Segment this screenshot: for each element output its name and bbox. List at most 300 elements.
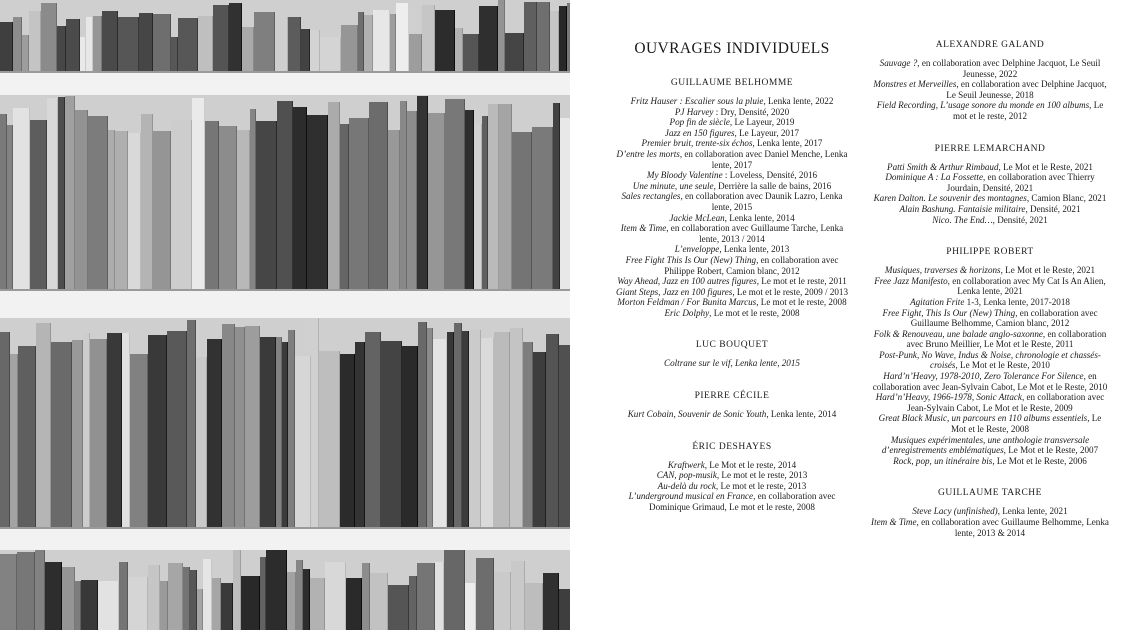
work-item <box>612 308 852 319</box>
book-edge <box>206 357 207 528</box>
author-heading: GUILLAUME TARCHE <box>938 488 1042 499</box>
book-spine <box>18 346 36 528</box>
book-spine <box>245 326 260 528</box>
book-spine <box>319 351 340 528</box>
book-spine <box>148 335 167 528</box>
book-edge <box>309 29 310 72</box>
book-edge <box>234 324 235 528</box>
book-spine <box>310 578 325 630</box>
book-edge <box>236 126 237 290</box>
work-details: , Lenka lente, 2014 <box>724 212 795 223</box>
work-item <box>870 265 1110 276</box>
book-edge <box>302 560 303 630</box>
book-spine <box>160 581 168 630</box>
right-column <box>870 40 1110 560</box>
book-spine <box>128 133 141 290</box>
book-edge <box>462 28 463 72</box>
book-edge <box>339 351 340 528</box>
book-spine <box>346 578 362 630</box>
book-edge <box>306 107 307 290</box>
book-spine <box>365 332 381 528</box>
book-edge <box>310 356 311 528</box>
work-item <box>612 470 852 481</box>
work-details: , Le Mot et le Reste, 2021 <box>998 161 1093 172</box>
book-edge <box>57 98 58 290</box>
book-edge <box>354 354 355 528</box>
book-edge <box>339 102 340 290</box>
book-spine <box>499 104 512 290</box>
book-spine <box>13 108 30 290</box>
book-spine <box>167 331 187 528</box>
book-spine <box>445 99 465 290</box>
book-spine <box>277 101 293 290</box>
book-spine <box>119 562 128 630</box>
book-edge <box>170 131 171 290</box>
book-edge <box>368 118 369 290</box>
book-edge <box>87 110 88 290</box>
work-details: , Lenka lente, 2013 <box>719 244 790 255</box>
book-spine <box>388 585 409 630</box>
book-edge <box>197 18 198 72</box>
book-spine <box>187 320 196 528</box>
work-title: Nico. The End… <box>932 214 993 225</box>
book-spine <box>407 111 417 290</box>
book-spine <box>310 30 320 72</box>
book-edge <box>406 101 407 290</box>
book-edge <box>566 6 567 72</box>
work-details: , Le Mot et le Reste, 2010 <box>955 360 1050 371</box>
work-item <box>612 191 852 212</box>
book-spine <box>435 562 444 630</box>
book-spine <box>0 554 17 630</box>
book-edge <box>421 34 422 72</box>
book-edge <box>12 22 13 72</box>
book-spine <box>465 583 476 630</box>
work-item <box>612 107 852 118</box>
work-item <box>612 276 852 287</box>
book-edge <box>80 581 81 630</box>
book-spine <box>153 131 171 290</box>
author-heading: ALEXANDRE GALAND <box>935 40 1045 50</box>
book-edge <box>364 342 365 528</box>
book-spine <box>75 110 88 290</box>
shelf-board <box>0 528 570 550</box>
book-edge <box>275 337 276 528</box>
book-spine <box>435 10 455 72</box>
book-edge <box>167 581 168 630</box>
book-spine <box>98 581 119 630</box>
book-spine <box>122 333 130 528</box>
book-spine <box>409 34 422 72</box>
bibliography <box>570 0 1140 630</box>
works-list <box>870 162 1110 226</box>
work-item <box>870 517 1110 538</box>
book-edge <box>34 552 35 630</box>
book-edge <box>129 333 130 528</box>
works-list <box>612 358 852 369</box>
work-item <box>870 456 1110 467</box>
book-spine <box>559 589 570 630</box>
work-details: , en collaboration avec Delphine Jacquot, Le Seuil Jeunesse, 2022 <box>917 58 1101 79</box>
book-spine <box>130 354 148 528</box>
book-spine <box>488 104 499 290</box>
book-spine <box>559 6 567 72</box>
book-spine <box>288 17 301 72</box>
book-edge <box>523 33 524 72</box>
author-heading: PIERRE CÉCILE <box>694 391 770 402</box>
work-title: Free Fight, This Is Our (New) Thing <box>882 307 1016 318</box>
book-edge <box>12 125 13 290</box>
book-edge <box>453 332 454 528</box>
work-title: Jackie McLean <box>669 212 725 223</box>
left-column <box>612 0 852 535</box>
work-title: Post-Punk, No Wave, Indus & Noise, chronologie et chassés-croisés <box>879 349 1101 371</box>
book-spine <box>65 96 75 290</box>
book-edge <box>493 338 494 528</box>
work-details: , Le mot et le reste, 2008 <box>709 307 800 318</box>
book-spine <box>474 124 482 290</box>
book-spine <box>340 354 355 528</box>
work-item <box>612 409 852 420</box>
book-spine <box>537 2 550 72</box>
work-details: , en collaboration avec Philippe Robert, Camion blanc, 2012 <box>664 254 839 276</box>
book-spine <box>476 558 494 630</box>
book-edge <box>542 583 543 630</box>
book-edge <box>117 11 118 72</box>
book-spine <box>30 120 47 290</box>
book-edge <box>389 10 390 72</box>
book-spine <box>388 130 400 290</box>
book-spine <box>373 10 390 72</box>
book-spine <box>402 346 418 528</box>
work-title: CAN, pop-musik <box>656 470 717 481</box>
book-spine <box>546 334 559 528</box>
work-title: Au-delà du rock <box>657 480 716 491</box>
book-spine <box>233 550 241 630</box>
book-edge <box>380 332 381 528</box>
book-edge <box>182 563 183 630</box>
book-spine <box>212 578 221 630</box>
work-item <box>612 460 852 471</box>
work-details: 1-3, Lenka lente, 2017-2018 <box>964 296 1070 307</box>
work-details: , en collaboration avec Dominique Grimaud, Le mot et le reste, 2008 <box>649 491 836 513</box>
work-title: Steve Lacy (unfinished) <box>912 506 998 517</box>
book-edge <box>21 17 22 72</box>
book-edge <box>427 96 428 290</box>
book-spine <box>481 338 494 528</box>
book-edge <box>558 11 559 72</box>
work-title: Hard’n’Heavy, 1978-2010, Zero Tolerance For Silence <box>883 371 1084 382</box>
work-details: , en collaboration avec Jean-Sylvain Cabot, Le Mot et le Reste, 2010 <box>872 371 1108 392</box>
book-spine <box>417 96 428 290</box>
work-details: , en collaboration avec Guillaume Tarche, Lenka lente, 2013 / 2014 <box>666 223 844 244</box>
book-edge <box>259 576 260 630</box>
book-edge <box>281 337 282 528</box>
book-edge <box>493 558 494 630</box>
book-edge <box>369 563 370 630</box>
book-spine <box>340 124 349 290</box>
book-spine <box>311 318 319 528</box>
book-edge <box>300 17 301 72</box>
book-spine <box>171 37 178 72</box>
book-spine <box>256 121 277 290</box>
book-edge <box>127 562 128 630</box>
book-edge <box>228 5 229 72</box>
work-item <box>870 392 1110 413</box>
work-title: Item & Time <box>871 517 917 527</box>
book-spine <box>58 97 65 290</box>
work-title: Great Black Music, un parcours en 110 albums essentiels <box>878 413 1088 424</box>
book-spine <box>62 567 75 630</box>
work-details: , en collaboration avec Jean-Sylvain Cabot, Le Mot et le Reste, 2009 <box>907 392 1105 413</box>
work-item <box>870 172 1110 193</box>
book-spine <box>494 572 511 630</box>
work-item <box>870 193 1110 204</box>
work-details: , en collaboration avec Bruno Meillier, Le Mot et le Reste, 2011 <box>906 328 1107 350</box>
book-spine <box>524 2 537 72</box>
shelf-shadow <box>0 527 570 529</box>
works-list <box>612 460 852 513</box>
book-edge <box>147 577 148 630</box>
book-spine <box>553 103 560 290</box>
book-edge <box>511 104 512 290</box>
work-title: Monstres et Merveilles <box>873 79 957 90</box>
right-sections <box>870 40 1110 538</box>
book-spine <box>90 339 107 528</box>
book-spine <box>362 563 370 630</box>
book-edge <box>16 554 17 630</box>
book-spine <box>222 324 235 528</box>
book-spine <box>17 552 35 630</box>
book-edge <box>426 322 427 528</box>
book-spine <box>118 17 139 72</box>
book-edge <box>475 583 476 630</box>
book-edge <box>318 318 319 528</box>
book-edge <box>480 330 481 528</box>
book-edge <box>545 352 546 528</box>
book-edge <box>195 320 196 528</box>
work-item <box>870 204 1110 215</box>
left-sections <box>612 78 852 513</box>
book-spine <box>171 120 192 290</box>
book-edge <box>363 12 364 72</box>
work-details: , en collaboration avec Daunik Lazro, Lenka lente, 2015 <box>680 191 843 212</box>
book-edge <box>118 581 119 630</box>
book-spine <box>341 25 358 72</box>
book-spine <box>550 11 559 72</box>
work-title: Fritz Hauser : Escalier sous la pluie <box>630 96 764 106</box>
work-details: , en collaboration avec Daniel Menche, Lenka lente, 2017 <box>679 148 848 170</box>
book-edge <box>71 342 72 528</box>
work-details: , Lenka lente, 2017 <box>752 138 823 149</box>
book-spine <box>369 102 388 290</box>
book-edge <box>232 583 233 630</box>
work-title: Premier bruit, trente-six échos <box>641 138 753 149</box>
book-edge <box>510 572 511 630</box>
work-title: Jazz en 150 figures <box>664 127 735 138</box>
book-edge <box>46 120 47 290</box>
book-edge <box>287 342 288 528</box>
book-edge <box>101 16 102 72</box>
book-edge <box>361 578 362 630</box>
book-spine <box>148 565 160 630</box>
book-spine <box>93 16 102 72</box>
author-heading: LUC BOUQUET <box>695 340 769 351</box>
book-spine <box>13 17 22 72</box>
book-edge <box>408 585 409 630</box>
book-spine <box>543 573 559 630</box>
work-item <box>612 149 852 170</box>
book-spine <box>287 572 296 630</box>
work-title: Morton Feldman / For Bunita Marcus <box>617 297 757 308</box>
book-edge <box>212 16 213 72</box>
book-edge <box>524 561 525 630</box>
book-edge <box>357 25 358 72</box>
work-details: , en collaboration avec Guillaume Belhomme, Camion blanc, 2012 <box>910 307 1098 329</box>
book-spine <box>320 37 341 72</box>
book-edge <box>552 127 553 290</box>
book-edge <box>536 2 537 72</box>
book-edge <box>166 335 167 528</box>
book-spine <box>168 563 183 630</box>
book-edge <box>249 130 250 290</box>
book-edge <box>17 354 18 528</box>
book-spine <box>10 354 18 528</box>
book-spine <box>498 0 505 72</box>
work-item <box>870 100 1110 121</box>
book-edge <box>340 37 341 72</box>
book-edge <box>40 11 41 72</box>
work-item <box>612 297 852 308</box>
book-spine <box>107 333 122 528</box>
shelf-board <box>0 290 570 318</box>
book-spine <box>469 330 481 528</box>
shelf-board <box>0 72 570 95</box>
book-spine <box>494 332 510 528</box>
author-heading: PIERRE LEMARCHAND <box>934 143 1046 154</box>
book-spine <box>35 550 45 630</box>
book-spine <box>433 339 447 528</box>
works-list <box>870 58 1110 122</box>
book-edge <box>265 557 266 630</box>
book-edge <box>348 124 349 290</box>
book-spine <box>83 333 90 528</box>
book-spine <box>422 5 435 72</box>
work-item <box>870 371 1110 392</box>
book-spine <box>196 357 207 528</box>
book-edge <box>416 576 417 630</box>
work-item <box>870 329 1110 350</box>
book-spine <box>275 17 288 72</box>
page-title: OUVRAGES INDIVIDUELS <box>634 40 830 57</box>
book-edge <box>138 17 139 72</box>
book-edge <box>274 12 275 72</box>
work-item <box>870 308 1110 329</box>
book-spine <box>205 121 219 290</box>
book-edge <box>286 550 287 630</box>
book-edge <box>221 339 222 528</box>
work-title: Giant Steps, Jazz en 100 figures <box>615 286 733 297</box>
work-item <box>612 138 852 149</box>
work-item <box>870 162 1110 173</box>
work-title: Patti Smith & Arthur Rimbaud <box>887 161 999 172</box>
work-title: Rock, pop, un itinéraire bis <box>893 455 993 466</box>
book-spine <box>81 580 98 630</box>
work-title: Kurt Cobain, Souvenir de Sonic Youth <box>627 409 767 420</box>
book-spine <box>45 562 62 630</box>
book-spine <box>303 569 310 630</box>
book-edge <box>417 346 418 528</box>
book-edge <box>152 114 153 290</box>
book-spine <box>479 6 498 72</box>
book-edge <box>509 332 510 528</box>
book-edge <box>444 113 445 290</box>
work-item <box>870 215 1110 226</box>
work-details: , Le mot et le reste, 2008 <box>756 297 847 308</box>
author-heading: GUILLAUME BELHOMME <box>670 78 794 88</box>
book-spine <box>22 35 29 72</box>
works-list <box>612 96 852 318</box>
work-title: Eric Dolphy <box>664 307 710 318</box>
book-spine <box>178 18 198 72</box>
book-edge <box>218 121 219 290</box>
work-details: , Le Mot et le reste, 2014 <box>704 459 797 470</box>
work-details: , Camion Blanc, 2021 <box>1026 193 1107 204</box>
book-spine <box>525 583 543 630</box>
book-edge <box>107 116 108 290</box>
book-spine <box>260 337 276 528</box>
book-edge <box>504 0 505 72</box>
book-edge <box>319 30 320 72</box>
work-details: , Derrière la salle de bains, 2016 <box>713 180 832 191</box>
book-edge <box>387 102 388 290</box>
book-spine <box>462 331 469 528</box>
book-spine <box>560 118 570 290</box>
book-edge <box>387 573 388 630</box>
book-spine <box>139 13 153 72</box>
book-edge <box>473 110 474 290</box>
work-item <box>870 79 1110 100</box>
book-edge <box>44 550 45 630</box>
work-details: , Le Layeur, 2019 <box>729 117 795 128</box>
book-spine <box>417 563 435 630</box>
book-edge <box>220 578 221 630</box>
book-edge <box>61 562 62 630</box>
book-edge <box>461 323 462 528</box>
work-item <box>612 117 852 128</box>
work-title: Field Recording, L’usage sonore du monde en 100 albums <box>876 100 1090 111</box>
book-spine <box>349 118 369 290</box>
book-spine <box>153 14 171 72</box>
work-item <box>870 297 1110 308</box>
book-edge <box>255 109 256 290</box>
book-spine <box>364 15 373 72</box>
book-spine <box>454 323 462 528</box>
work-details: , Le Mot et le Reste, 2006 <box>992 455 1087 466</box>
book-spine <box>418 322 427 528</box>
book-edge <box>211 559 212 630</box>
work-item <box>612 181 852 192</box>
book-spine <box>198 16 213 72</box>
book-edge <box>177 37 178 72</box>
book-edge <box>106 339 107 528</box>
work-item <box>870 276 1110 297</box>
work-item <box>612 287 852 298</box>
book-edge <box>191 120 192 290</box>
book-edge <box>327 115 328 290</box>
book-edge <box>85 37 86 72</box>
book-spine <box>307 115 328 290</box>
